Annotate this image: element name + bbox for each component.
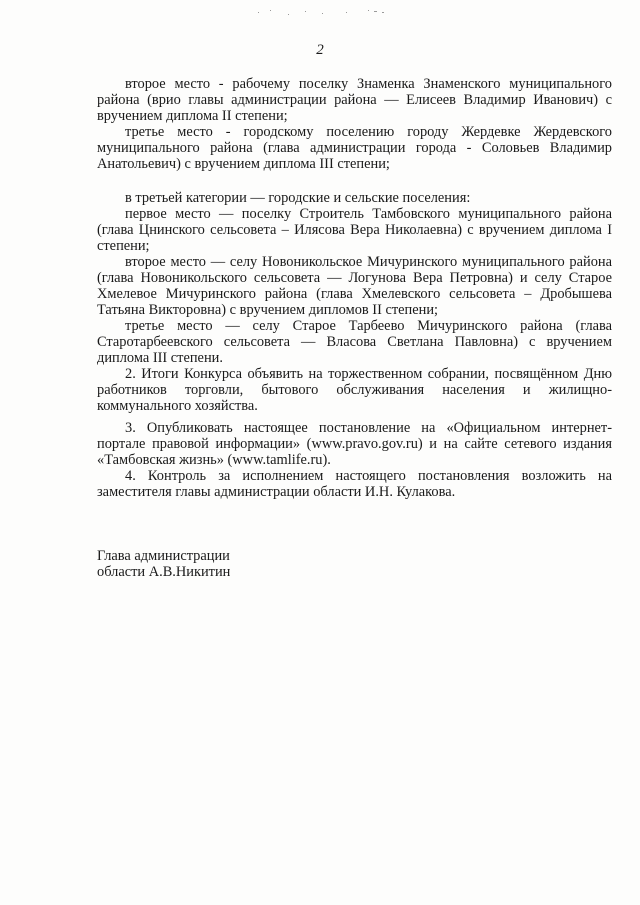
paragraph-first-place-stroitel: первое место — поселку Строитель Тамбовского муниципального района (глава Цнинского сельсовета – Илясова Вера Николаевна) с вручением диплома I степени; — [97, 206, 612, 254]
paragraph-item-3-publication: 3. Опубликовать настоящее постановление на «Официальном интернет-портале правовой информации» (www.pravo.gov.ru) и на сайте сетевого издания «Тамбовская жизнь» (www.tamlife.ru). — [97, 420, 612, 468]
paragraph-item-2-results: 2. Итоги Конкурса объявить на торжественном собрании, посвящённом Дню работников торговли, бытового обслуживания населения и жилищно-коммунального хозяйства. — [97, 366, 612, 414]
paragraph-third-place-zherdevka: третье место - городскому поселению городу Жердевке Жердевского муниципального района (глава администрации города - Соловьев Владимир Анатольевич) с вручением диплома III степени; — [97, 124, 612, 172]
signature-name: области А.В.Никитин — [97, 564, 231, 580]
decree-body — [97, 76, 612, 500]
paragraph-second-place-novonikolskoe: второе место — селу Новоникольское Мичуринского муниципального района (глава Новоникольского сельсовета — Логунова Вера Петровна) и селу Старое Хмелевое Мичуринского района (глава Хмелевского сельсовета – Дробышева Татьяна Викторовна) с вручением дипломов II степени; — [97, 254, 612, 318]
paragraph-second-place-znamenka: второе место - рабочему поселку Знаменка Знаменского муниципального района (врио главы администрации района — Елисеев Владимир Иванович) с вручением диплома II степени; — [97, 76, 612, 124]
paragraph-third-category-heading: в третьей категории — городские и сельские поселения: — [125, 190, 471, 206]
signature-block — [97, 548, 230, 580]
paragraph-third-place-staroe-tarbeevo: третье место — селу Старое Тарбеево Мичуринского района (глава Старотарбеевского сельсовета — Власова Светлана Павловна) с вручением диплома III степени. — [97, 318, 612, 366]
paragraph-item-4-control: 4. Контроль за исполнением настоящего постановления возложить на заместителя главы администрации области И.Н. Кулакова. — [97, 468, 612, 500]
page-number: 2 — [316, 42, 324, 58]
scan-artifact — [250, 6, 410, 20]
signature-title: Глава администрации — [97, 548, 230, 564]
spacer — [97, 172, 612, 190]
